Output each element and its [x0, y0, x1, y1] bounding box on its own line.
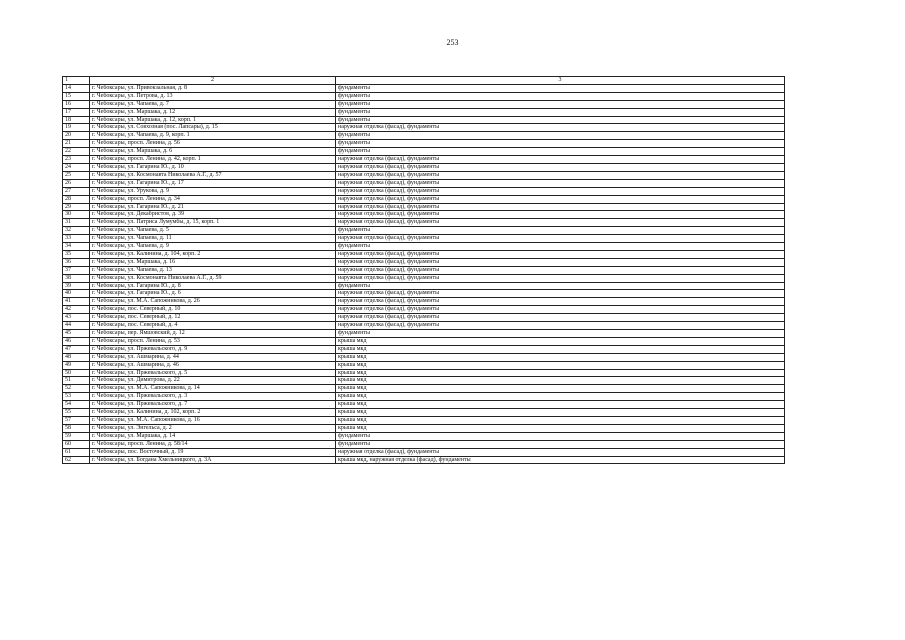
table-row: [63, 171, 785, 179]
work-type-cell: наружная отделка (фасад), фундаменты: [336, 179, 785, 187]
work-type-cell: крыша мкд: [336, 424, 785, 432]
address-cell: г. Чебоксары, просп. Ленина, д. 34: [90, 195, 336, 203]
table-row: [63, 124, 785, 132]
row-number-cell: 47: [63, 345, 90, 353]
table-row: [63, 92, 785, 100]
work-type-cell: фундаменты: [336, 330, 785, 338]
address-cell: г. Чебоксары, ул. М.А. Сапожникова, д. 16: [90, 416, 336, 424]
address-cell: г. Чебоксары, ул. Гагарина Ю., д. 10: [90, 163, 336, 171]
address-cell: г. Чебоксары, ул. Ашмарина, д. 46: [90, 361, 336, 369]
table-row: [63, 132, 785, 140]
table-row: [63, 148, 785, 156]
address-cell: г. Чебоксары, ул. Маршака, д. 16: [90, 258, 336, 266]
row-number-cell: 36: [63, 258, 90, 266]
table-row: [63, 424, 785, 432]
address-cell: г. Чебоксары, ул. Гагарина Ю., д. 6: [90, 290, 336, 298]
table-body: [63, 77, 785, 464]
table-row: [63, 345, 785, 353]
address-cell: г. Чебоксары, ул. Космонавта Николаева А.Г., д. 59: [90, 274, 336, 282]
address-cell: г. Чебоксары, пос. Северный, д. 10: [90, 306, 336, 314]
work-type-cell: крыша мкд, наружная отделка (фасад), фундаменты: [336, 456, 785, 464]
table-row: [63, 456, 785, 464]
address-cell: г. Чебоксары, ул. Пржевальского, д. 5: [90, 369, 336, 377]
column-header-3: 3: [336, 77, 785, 85]
address-cell: г. Чебоксары, ул. Совхозная (пос. Лапсары), д. 15: [90, 124, 336, 132]
table-row: [63, 361, 785, 369]
row-number-cell: 16: [63, 100, 90, 108]
work-type-cell: наружная отделка (фасад), фундаменты: [336, 203, 785, 211]
row-number-cell: 17: [63, 108, 90, 116]
work-type-cell: наружная отделка (фасад), фундаменты: [336, 322, 785, 330]
table-row: [63, 385, 785, 393]
address-cell: г. Чебоксары, ул. Калинина, д. 104, корп. 2: [90, 250, 336, 258]
table-row: [63, 266, 785, 274]
address-cell: г. Чебоксары, ул. Маршака, д. 6: [90, 148, 336, 156]
table-row: [63, 306, 785, 314]
address-cell: г. Чебоксары, ул. Гагарина Ю., д. 8: [90, 282, 336, 290]
row-number-cell: 49: [63, 361, 90, 369]
work-type-cell: фундаменты: [336, 84, 785, 92]
table-row: [63, 227, 785, 235]
table-row: [63, 290, 785, 298]
address-cell: г. Чебоксары, ул. Чапаева, д. 5: [90, 227, 336, 235]
row-number-cell: 26: [63, 179, 90, 187]
column-header-1: 1: [63, 77, 90, 85]
row-number-cell: 41: [63, 298, 90, 306]
table-row: [63, 219, 785, 227]
table-row: [63, 187, 785, 195]
work-type-cell: крыша мкд: [336, 361, 785, 369]
column-header-2: 2: [90, 77, 336, 85]
work-type-cell: наружная отделка (фасад), фундаменты: [336, 171, 785, 179]
row-number-cell: 52: [63, 385, 90, 393]
row-number-cell: 48: [63, 353, 90, 361]
address-cell: г. Чебоксары, ул. Чапаева, д. 13: [90, 266, 336, 274]
work-type-cell: фундаменты: [336, 148, 785, 156]
work-type-cell: крыша мкд: [336, 345, 785, 353]
work-type-cell: наружная отделка (фасад), фундаменты: [336, 163, 785, 171]
address-cell: г. Чебоксары, ул. Пржевальского, д. 3: [90, 393, 336, 401]
row-number-cell: 31: [63, 219, 90, 227]
address-cell: г. Чебоксары, ул. Маршака, д. 12: [90, 108, 336, 116]
work-type-cell: крыша мкд: [336, 409, 785, 417]
table-row: [63, 100, 785, 108]
address-cell: г. Чебоксары, просп. Ленина, д. 58/14: [90, 440, 336, 448]
row-number-cell: 14: [63, 84, 90, 92]
table-row: [63, 298, 785, 306]
row-number-cell: 45: [63, 330, 90, 338]
table-row: [63, 409, 785, 417]
address-cell: г. Чебоксары, пос. Северный, д. 4: [90, 322, 336, 330]
table-row: [63, 243, 785, 251]
row-number-cell: 37: [63, 266, 90, 274]
table-row: [63, 330, 785, 338]
row-number-cell: 28: [63, 195, 90, 203]
address-cell: г. Чебоксары, ул. Гагарина Ю., д. 21: [90, 203, 336, 211]
table-row: [63, 84, 785, 92]
address-cell: г. Чебоксары, ул. Димитрова, д. 22: [90, 377, 336, 385]
address-cell: г. Чебоксары, ул. Ашмарина, д. 44: [90, 353, 336, 361]
work-type-cell: наружная отделка (фасад), фундаменты: [336, 235, 785, 243]
work-type-cell: фундаменты: [336, 440, 785, 448]
row-number-cell: 62: [63, 456, 90, 464]
table-row: [63, 322, 785, 330]
table-row: [63, 179, 785, 187]
row-number-cell: 50: [63, 369, 90, 377]
work-type-cell: наружная отделка (фасад), фундаменты: [336, 195, 785, 203]
work-type-cell: фундаменты: [336, 432, 785, 440]
work-type-cell: крыша мкд: [336, 337, 785, 345]
work-type-cell: наружная отделка (фасад), фундаменты: [336, 306, 785, 314]
work-type-cell: фундаменты: [336, 108, 785, 116]
work-type-cell: крыша мкд: [336, 401, 785, 409]
address-cell: г. Чебоксары, ул. Чапаева, д. 7: [90, 100, 336, 108]
row-number-cell: 21: [63, 140, 90, 148]
row-number-cell: 59: [63, 432, 90, 440]
work-type-cell: наружная отделка (фасад), фундаменты: [336, 187, 785, 195]
buildings-table: [62, 76, 785, 464]
work-type-cell: наружная отделка (фасад), фундаменты: [336, 156, 785, 164]
row-number-cell: 43: [63, 314, 90, 322]
work-type-cell: фундаменты: [336, 282, 785, 290]
row-number-cell: 20: [63, 132, 90, 140]
address-cell: г. Чебоксары, ул. Маршака, д. 12, корп. 1: [90, 116, 336, 124]
row-number-cell: 51: [63, 377, 90, 385]
row-number-cell: 54: [63, 401, 90, 409]
table-row: [63, 274, 785, 282]
table-row: [63, 108, 785, 116]
row-number-cell: 38: [63, 274, 90, 282]
table-row: [63, 337, 785, 345]
work-type-cell: наружная отделка (фасад), фундаменты: [336, 274, 785, 282]
address-cell: г. Чебоксары, ул. Урукова, д. 9: [90, 187, 336, 195]
table-row: [63, 377, 785, 385]
table-row: [63, 393, 785, 401]
work-type-cell: фундаменты: [336, 100, 785, 108]
table-row: [63, 314, 785, 322]
row-number-cell: 22: [63, 148, 90, 156]
address-cell: г. Чебоксары, ул. Петрова, д. 13: [90, 92, 336, 100]
row-number-cell: 44: [63, 322, 90, 330]
row-number-cell: 58: [63, 424, 90, 432]
row-number-cell: 34: [63, 243, 90, 251]
row-number-cell: 29: [63, 203, 90, 211]
work-type-cell: крыша мкд: [336, 416, 785, 424]
work-type-cell: крыша мкд: [336, 385, 785, 393]
work-type-cell: наружная отделка (фасад), фундаменты: [336, 219, 785, 227]
row-number-cell: 57: [63, 416, 90, 424]
address-cell: г. Чебоксары, ул. Патриса Лумумбы, д. 15, корп. 1: [90, 219, 336, 227]
address-cell: г. Чебоксары, ул. М.А. Сапожникова, д. 14: [90, 385, 336, 393]
work-type-cell: наружная отделка (фасад), фундаменты: [336, 211, 785, 219]
work-type-cell: фундаменты: [336, 132, 785, 140]
row-number-cell: 61: [63, 448, 90, 456]
table-row: [63, 258, 785, 266]
address-cell: г. Чебоксары, просп. Ленина, д. 53: [90, 337, 336, 345]
work-type-cell: фундаменты: [336, 140, 785, 148]
table-row: [63, 448, 785, 456]
address-cell: г. Чебоксары, пос. Северный, д. 12: [90, 314, 336, 322]
row-number-cell: 23: [63, 156, 90, 164]
address-cell: г. Чебоксары, ул. Чапаева, д. 9: [90, 243, 336, 251]
table-row: [63, 156, 785, 164]
address-cell: г. Чебоксары, ул. М.А. Сапожникова, д. 26: [90, 298, 336, 306]
row-number-cell: 27: [63, 187, 90, 195]
row-number-cell: 60: [63, 440, 90, 448]
address-cell: г. Чебоксары, ул. Привокзальная, д. 8: [90, 84, 336, 92]
work-type-cell: фундаменты: [336, 116, 785, 124]
work-type-cell: наружная отделка (фасад), фундаменты: [336, 258, 785, 266]
row-number-cell: 42: [63, 306, 90, 314]
work-type-cell: крыша мкд: [336, 377, 785, 385]
address-cell: г. Чебоксары, пер. Ямшовский, д. 12: [90, 330, 336, 338]
table-row: [63, 235, 785, 243]
table-row: [63, 163, 785, 171]
row-number-cell: 32: [63, 227, 90, 235]
address-cell: г. Чебоксары, ул. Пржевальского, д. 7: [90, 401, 336, 409]
table-row: [63, 440, 785, 448]
address-cell: г. Чебоксары, ул. Маршака, д. 14: [90, 432, 336, 440]
address-cell: г. Чебоксары, ул. Энгельса, д. 2: [90, 424, 336, 432]
work-type-cell: наружная отделка (фасад), фундаменты: [336, 266, 785, 274]
work-type-cell: наружная отделка (фасад), фундаменты: [336, 448, 785, 456]
address-cell: г. Чебоксары, ул. Декабристов, д. 39: [90, 211, 336, 219]
address-cell: г. Чебоксары, просп. Ленина, д. 56: [90, 140, 336, 148]
work-type-cell: фундаменты: [336, 243, 785, 251]
row-number-cell: 19: [63, 124, 90, 132]
work-type-cell: крыша мкд: [336, 369, 785, 377]
table-row: [63, 282, 785, 290]
table-row: [63, 195, 785, 203]
address-cell: г. Чебоксары, ул. Космонавта Николаева А.Г., д. 57: [90, 171, 336, 179]
page-number: 253: [446, 38, 459, 47]
work-type-cell: крыша мкд: [336, 353, 785, 361]
address-cell: г. Чебоксары, ул. Чапаева, д. 11: [90, 235, 336, 243]
row-number-cell: 53: [63, 393, 90, 401]
address-cell: г. Чебоксары, ул. Богдана Хмельницкого, д. 3А: [90, 456, 336, 464]
work-type-cell: крыша мкд: [336, 393, 785, 401]
work-type-cell: наружная отделка (фасад), фундаменты: [336, 250, 785, 258]
work-type-cell: наружная отделка (фасад), фундаменты: [336, 298, 785, 306]
table-row: [63, 401, 785, 409]
table-row: [63, 211, 785, 219]
row-number-cell: 55: [63, 409, 90, 417]
address-cell: г. Чебоксары, ул. Чапаева, д. 9, корп. 1: [90, 132, 336, 140]
table-row: [63, 203, 785, 211]
address-cell: г. Чебоксары, ул. Гагарина Ю., д. 17: [90, 179, 336, 187]
address-cell: г. Чебоксары, ул. Калинина, д. 102, корп. 2: [90, 409, 336, 417]
address-cell: г. Чебоксары, ул. Пржевальского, д. 9: [90, 345, 336, 353]
table-row: [63, 416, 785, 424]
row-number-cell: 39: [63, 282, 90, 290]
table-row: [63, 116, 785, 124]
row-number-cell: 18: [63, 116, 90, 124]
table-header-row: [63, 77, 785, 85]
work-type-cell: наружная отделка (фасад), фундаменты: [336, 290, 785, 298]
row-number-cell: 24: [63, 163, 90, 171]
table-row: [63, 140, 785, 148]
row-number-cell: 30: [63, 211, 90, 219]
address-cell: г. Чебоксары, пос. Восточный, д. 19: [90, 448, 336, 456]
table-row: [63, 369, 785, 377]
row-number-cell: 15: [63, 92, 90, 100]
work-type-cell: фундаменты: [336, 227, 785, 235]
row-number-cell: 35: [63, 250, 90, 258]
row-number-cell: 46: [63, 337, 90, 345]
work-type-cell: наружная отделка (фасад), фундаменты: [336, 124, 785, 132]
row-number-cell: 25: [63, 171, 90, 179]
work-type-cell: фундаменты: [336, 92, 785, 100]
address-cell: г. Чебоксары, просп. Ленина, д. 42, корп. 1: [90, 156, 336, 164]
row-number-cell: 33: [63, 235, 90, 243]
work-type-cell: наружная отделка (фасад), фундаменты: [336, 314, 785, 322]
table-row: [63, 250, 785, 258]
table-row: [63, 432, 785, 440]
row-number-cell: 40: [63, 290, 90, 298]
table-row: [63, 353, 785, 361]
